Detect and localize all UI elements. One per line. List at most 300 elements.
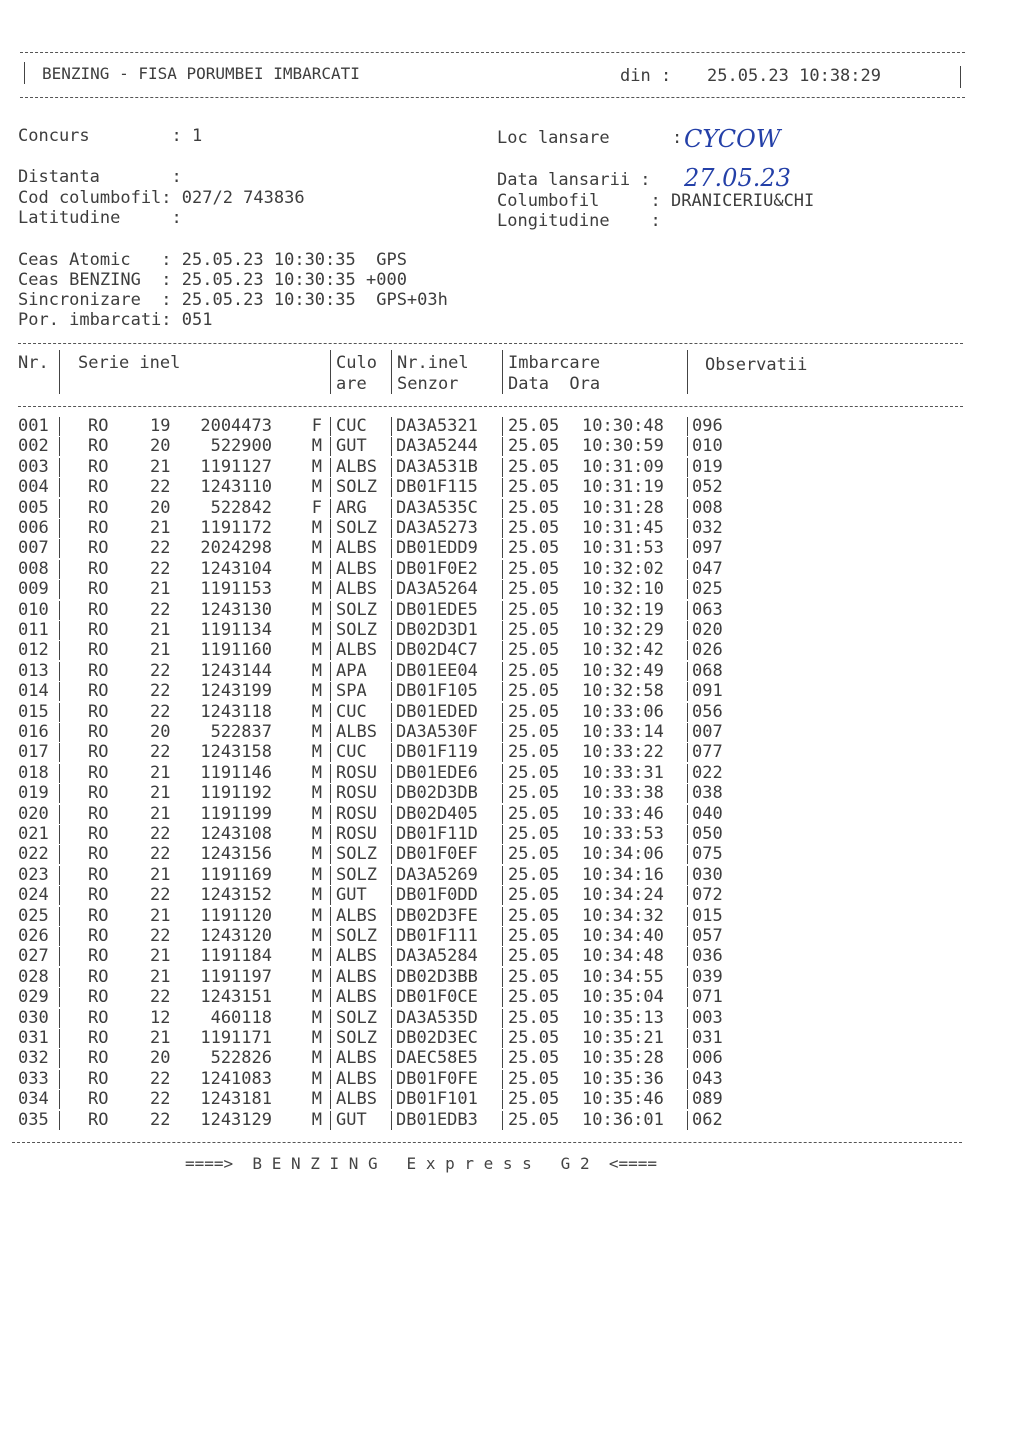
row-sep-2 (330, 478, 331, 497)
cell-culoare: ALBS (336, 558, 377, 579)
row-sep-5 (687, 560, 688, 579)
distanta-line: Distanta : (18, 167, 182, 187)
table-row (0, 804, 1024, 825)
row-sep-4 (502, 1049, 503, 1068)
cell-inel: 522826 (210, 1048, 272, 1069)
cell-inel: 1191120 (200, 905, 272, 926)
din-value: 25.05.23 10:38:29 (707, 66, 881, 86)
loc-lansare-handwritten: CYCOW (684, 125, 781, 153)
cell-sex: F (311, 416, 322, 436)
cell-inel: 1243152 (200, 885, 272, 906)
ceas-benzing-line: Ceas BENZING : 25.05.23 10:30:35 +000 (18, 270, 407, 290)
cell-an: 12 (150, 1007, 171, 1028)
cell-inel: 1243158 (200, 742, 272, 763)
cell-tara: RO (88, 456, 109, 477)
row-sep-5 (687, 1049, 688, 1068)
cell-data: 25.05 (508, 538, 560, 559)
cell-data: 25.05 (508, 824, 560, 844)
cell-inel: 522837 (210, 722, 272, 742)
row-sep-3 (391, 417, 392, 436)
row-sep-2 (330, 1111, 331, 1130)
cell-an: 21 (150, 762, 171, 783)
row-sep-3 (391, 947, 392, 966)
cell-obs: 003 (692, 1007, 723, 1028)
cell-obs: 006 (692, 1048, 723, 1069)
table-row (0, 640, 1024, 661)
cell-an: 21 (150, 518, 171, 538)
cell-nr: 002 (18, 436, 49, 457)
row-sep-5 (687, 703, 688, 722)
row-sep-5 (687, 947, 688, 966)
cell-nr: 010 (18, 599, 49, 620)
table-row (0, 722, 1024, 743)
cell-an: 22 (150, 1068, 171, 1089)
row-sep-2 (330, 1070, 331, 1089)
row-sep-3 (391, 866, 392, 885)
cell-data: 25.05 (508, 987, 560, 1008)
cell-sex: M (311, 762, 322, 783)
cell-senzor: DB02D405 (396, 803, 478, 824)
row-sep-3 (391, 743, 392, 762)
table-row (0, 620, 1024, 641)
cell-sex: M (311, 864, 322, 885)
table-bottom-dashed-rule (12, 1142, 962, 1143)
cell-ora: 10:32:02 (582, 558, 664, 579)
row-sep-4 (502, 478, 503, 497)
row-sep-4 (502, 1111, 503, 1130)
row-sep-1 (59, 1049, 60, 1068)
cell-nr: 006 (18, 518, 49, 538)
cell-obs: 072 (692, 885, 723, 906)
cell-tara: RO (88, 783, 109, 804)
cell-tara: RO (88, 864, 109, 885)
row-sep-4 (502, 499, 503, 518)
col-imbarcare-header-2: Data Ora (508, 374, 601, 394)
cell-inel: 1191192 (200, 783, 272, 804)
cell-sex: M (311, 660, 322, 681)
cell-an: 22 (150, 844, 171, 865)
row-sep-1 (59, 743, 60, 762)
header-sep-5 (687, 350, 688, 394)
cell-inel: 1191146 (200, 762, 272, 783)
cell-inel: 1243156 (200, 844, 272, 865)
table-row (0, 1008, 1024, 1029)
cell-nr: 030 (18, 1007, 49, 1028)
cell-senzor: DB02D4C7 (396, 640, 478, 661)
table-row (0, 763, 1024, 784)
table-row (0, 559, 1024, 580)
row-sep-2 (330, 764, 331, 783)
cell-inel: 1243199 (200, 681, 272, 702)
cell-obs: 038 (692, 783, 723, 804)
cell-nr: 034 (18, 1089, 49, 1110)
row-sep-1 (59, 621, 60, 640)
cell-tara: RO (88, 436, 109, 457)
cell-nr: 015 (18, 701, 49, 722)
cell-senzor: DB01F0FE (396, 1068, 478, 1089)
header-sep-2 (330, 350, 331, 394)
columbofil-line: Columbofil : DRANICERIU&CHI (497, 191, 815, 211)
cell-an: 22 (150, 926, 171, 946)
row-sep-3 (391, 886, 392, 905)
cell-ora: 10:33:14 (582, 722, 664, 742)
cell-tara: RO (88, 1109, 109, 1130)
cell-inel: 1243181 (200, 1089, 272, 1110)
cell-nr: 023 (18, 864, 49, 885)
row-sep-2 (330, 1049, 331, 1068)
cell-tara: RO (88, 966, 109, 987)
cell-ora: 10:34:32 (582, 905, 664, 926)
row-sep-1 (59, 580, 60, 599)
cell-obs: 089 (692, 1089, 723, 1110)
cell-culoare: APA (336, 660, 367, 681)
row-sep-5 (687, 519, 688, 538)
row-sep-3 (391, 1070, 392, 1089)
table-row (0, 906, 1024, 927)
row-sep-4 (502, 784, 503, 803)
header-top-dashed-rule (18, 343, 963, 344)
cell-tara: RO (88, 497, 109, 518)
cell-sex: M (311, 742, 322, 763)
row-sep-2 (330, 886, 331, 905)
cell-culoare: SOLZ (336, 518, 377, 538)
cell-senzor: DB01F0DD (396, 885, 478, 906)
header-bottom-dashed-rule (18, 406, 963, 407)
cell-an: 22 (150, 1089, 171, 1110)
row-sep-2 (330, 907, 331, 926)
table-row (0, 946, 1024, 967)
row-sep-4 (502, 866, 503, 885)
row-sep-5 (687, 907, 688, 926)
cell-sex: M (311, 1068, 322, 1089)
ceas-atomic-line: Ceas Atomic : 25.05.23 10:30:35 GPS (18, 250, 407, 270)
cell-nr: 001 (18, 416, 49, 436)
cell-obs: 057 (692, 926, 723, 946)
cell-sex: M (311, 966, 322, 987)
row-sep-3 (391, 539, 392, 558)
row-sep-4 (502, 1009, 503, 1028)
cell-nr: 017 (18, 742, 49, 763)
cell-sex: F (311, 497, 322, 518)
cell-tara: RO (88, 1007, 109, 1028)
cell-sex: M (311, 1028, 322, 1048)
cell-inel: 1191153 (200, 579, 272, 600)
table-row (0, 477, 1024, 498)
row-sep-4 (502, 682, 503, 701)
row-sep-1 (59, 417, 60, 436)
row-sep-2 (330, 825, 331, 844)
row-sep-2 (330, 601, 331, 620)
cell-obs: 050 (692, 824, 723, 844)
cell-sex: M (311, 824, 322, 844)
cell-data: 25.05 (508, 966, 560, 987)
cell-obs: 026 (692, 640, 723, 661)
row-sep-1 (59, 458, 60, 477)
cell-an: 21 (150, 1028, 171, 1048)
row-sep-5 (687, 580, 688, 599)
din-label: din : (620, 66, 672, 86)
table-row (0, 600, 1024, 621)
cell-sex: M (311, 538, 322, 559)
table-row (0, 661, 1024, 682)
cell-senzor: DA3A5284 (396, 946, 478, 967)
cell-ora: 10:35:36 (582, 1068, 664, 1089)
cell-ora: 10:36:01 (582, 1109, 664, 1130)
cell-an: 22 (150, 599, 171, 620)
row-sep-5 (687, 662, 688, 681)
cell-nr: 022 (18, 844, 49, 865)
col-imbarcare-header-1: Imbarcare (508, 353, 601, 373)
cell-ora: 10:33:53 (582, 824, 664, 844)
row-sep-5 (687, 784, 688, 803)
cell-nr: 003 (18, 456, 49, 477)
row-sep-1 (59, 927, 60, 946)
row-sep-5 (687, 805, 688, 824)
cell-senzor: DA3A5273 (396, 518, 478, 538)
row-sep-1 (59, 1009, 60, 1028)
cell-ora: 10:35:28 (582, 1048, 664, 1069)
row-sep-1 (59, 764, 60, 783)
cell-tara: RO (88, 681, 109, 702)
cell-inel: 1191172 (200, 518, 272, 538)
cell-an: 21 (150, 966, 171, 987)
cell-obs: 062 (692, 1109, 723, 1130)
col-culoare-header-2: are (336, 374, 367, 394)
row-sep-5 (687, 539, 688, 558)
row-sep-2 (330, 723, 331, 742)
cell-sex: M (311, 456, 322, 477)
cell-an: 21 (150, 905, 171, 926)
cell-inel: 1243129 (200, 1109, 272, 1130)
cell-data: 25.05 (508, 416, 560, 436)
title-left-bar (24, 62, 25, 84)
row-sep-1 (59, 641, 60, 660)
cell-sex: M (311, 518, 322, 538)
cell-data: 25.05 (508, 783, 560, 804)
cell-nr: 016 (18, 722, 49, 742)
cell-sex: M (311, 1089, 322, 1110)
cell-inel: 2024298 (200, 538, 272, 559)
cell-inel: 522900 (210, 436, 272, 457)
cell-inel: 1243108 (200, 824, 272, 844)
cell-sex: M (311, 558, 322, 579)
data-lansarii-handwritten: 27.05.23 (684, 164, 791, 192)
row-sep-2 (330, 437, 331, 456)
cell-obs: 047 (692, 558, 723, 579)
cell-an: 22 (150, 660, 171, 681)
cell-culoare: SOLZ (336, 864, 377, 885)
cell-tara: RO (88, 762, 109, 783)
cell-obs: 052 (692, 477, 723, 498)
row-sep-3 (391, 723, 392, 742)
row-sep-5 (687, 1009, 688, 1028)
row-sep-4 (502, 417, 503, 436)
cell-ora: 10:34:06 (582, 844, 664, 865)
cell-senzor: DB01EDE5 (396, 599, 478, 620)
cell-an: 22 (150, 824, 171, 844)
cell-tara: RO (88, 538, 109, 559)
cell-data: 25.05 (508, 701, 560, 722)
cell-tara: RO (88, 640, 109, 661)
cell-ora: 10:33:46 (582, 803, 664, 824)
title-right-bar (960, 66, 961, 88)
col-culoare-header-1: Culo (336, 353, 377, 373)
cell-an: 20 (150, 497, 171, 518)
row-sep-2 (330, 539, 331, 558)
row-sep-5 (687, 1090, 688, 1109)
cell-tara: RO (88, 1048, 109, 1069)
cell-nr: 035 (18, 1109, 49, 1130)
cell-inel: 1191160 (200, 640, 272, 661)
row-sep-1 (59, 988, 60, 1007)
cell-culoare: ALBS (336, 1089, 377, 1110)
cell-obs: 071 (692, 987, 723, 1008)
cell-inel: 2004473 (200, 416, 272, 436)
cell-an: 21 (150, 864, 171, 885)
loc-lansare-colon: : (672, 128, 683, 148)
top-dashed-rule (20, 52, 965, 53)
row-sep-5 (687, 866, 688, 885)
cell-ora: 10:34:40 (582, 926, 664, 946)
row-sep-3 (391, 499, 392, 518)
row-sep-3 (391, 968, 392, 987)
table-row (0, 702, 1024, 723)
row-sep-2 (330, 845, 331, 864)
col-nrinel-header-1: Nr.inel (397, 353, 469, 373)
cell-tara: RO (88, 844, 109, 865)
cell-senzor: DB01F0EF (396, 844, 478, 865)
row-sep-3 (391, 1029, 392, 1048)
header-sep-1 (59, 350, 60, 394)
cell-culoare: ROSU (336, 803, 377, 824)
row-sep-3 (391, 621, 392, 640)
cell-ora: 10:32:58 (582, 681, 664, 702)
cell-ora: 10:34:16 (582, 864, 664, 885)
cell-nr: 004 (18, 477, 49, 498)
row-sep-5 (687, 417, 688, 436)
cell-senzor: DA3A531B (396, 456, 478, 477)
cell-nr: 012 (18, 640, 49, 661)
cell-ora: 10:31:09 (582, 456, 664, 477)
cell-nr: 011 (18, 620, 49, 640)
cell-obs: 010 (692, 436, 723, 457)
cell-obs: 007 (692, 722, 723, 742)
cell-data: 25.05 (508, 660, 560, 681)
row-sep-4 (502, 805, 503, 824)
table-row (0, 457, 1024, 478)
row-sep-4 (502, 601, 503, 620)
table-row (0, 987, 1024, 1008)
cell-sex: M (311, 803, 322, 824)
cell-data: 25.05 (508, 742, 560, 763)
row-sep-3 (391, 437, 392, 456)
cell-senzor: DB01F0CE (396, 987, 478, 1008)
cell-an: 22 (150, 538, 171, 559)
row-sep-1 (59, 784, 60, 803)
cell-sex: M (311, 1048, 322, 1069)
cell-an: 21 (150, 456, 171, 477)
cell-inel: 1243151 (200, 987, 272, 1008)
cell-senzor: DB01EDB3 (396, 1109, 478, 1130)
table-row (0, 742, 1024, 763)
row-sep-5 (687, 988, 688, 1007)
row-sep-2 (330, 662, 331, 681)
cell-sex: M (311, 1007, 322, 1028)
cell-tara: RO (88, 987, 109, 1008)
row-sep-1 (59, 947, 60, 966)
row-sep-5 (687, 478, 688, 497)
cell-senzor: DB01EE04 (396, 660, 478, 681)
cell-senzor: DB01EDED (396, 701, 478, 722)
table-row (0, 783, 1024, 804)
row-sep-1 (59, 1070, 60, 1089)
cell-nr: 033 (18, 1068, 49, 1089)
cell-data: 25.05 (508, 518, 560, 538)
cell-data: 25.05 (508, 599, 560, 620)
cell-nr: 020 (18, 803, 49, 824)
cell-senzor: DB01F105 (396, 681, 478, 702)
cell-obs: 075 (692, 844, 723, 865)
row-sep-2 (330, 927, 331, 946)
cell-culoare: ROSU (336, 824, 377, 844)
cell-tara: RO (88, 477, 109, 498)
cell-tara: RO (88, 701, 109, 722)
row-sep-1 (59, 1029, 60, 1048)
cell-obs: 040 (692, 803, 723, 824)
row-sep-2 (330, 1009, 331, 1028)
cell-inel: 1191199 (200, 803, 272, 824)
cell-senzor: DB02D3DB (396, 783, 478, 804)
row-sep-1 (59, 560, 60, 579)
cell-senzor: DB02D3BB (396, 966, 478, 987)
row-sep-3 (391, 988, 392, 1007)
cell-culoare: ALBS (336, 1068, 377, 1089)
cell-senzor: DA3A5264 (396, 579, 478, 600)
cell-obs: 056 (692, 701, 723, 722)
cell-sex: M (311, 946, 322, 967)
row-sep-2 (330, 988, 331, 1007)
row-sep-1 (59, 478, 60, 497)
cell-inel: 1243104 (200, 558, 272, 579)
cell-nr: 009 (18, 579, 49, 600)
cell-obs: 063 (692, 599, 723, 620)
cell-sex: M (311, 783, 322, 804)
cell-an: 21 (150, 783, 171, 804)
row-sep-4 (502, 458, 503, 477)
cell-sex: M (311, 620, 322, 640)
cell-obs: 008 (692, 497, 723, 518)
cell-ora: 10:31:45 (582, 518, 664, 538)
cell-sex: M (311, 477, 322, 498)
cell-data: 25.05 (508, 1089, 560, 1110)
cell-ora: 10:32:49 (582, 660, 664, 681)
cell-data: 25.05 (508, 1007, 560, 1028)
row-sep-4 (502, 662, 503, 681)
row-sep-4 (502, 825, 503, 844)
row-sep-3 (391, 784, 392, 803)
cell-nr: 019 (18, 783, 49, 804)
row-sep-4 (502, 539, 503, 558)
cell-culoare: CUC (336, 701, 367, 722)
row-sep-4 (502, 968, 503, 987)
cell-data: 25.05 (508, 640, 560, 661)
cell-tara: RO (88, 1028, 109, 1048)
cell-an: 21 (150, 803, 171, 824)
row-sep-5 (687, 458, 688, 477)
cell-an: 22 (150, 742, 171, 763)
cell-culoare: SOLZ (336, 926, 377, 946)
row-sep-5 (687, 641, 688, 660)
